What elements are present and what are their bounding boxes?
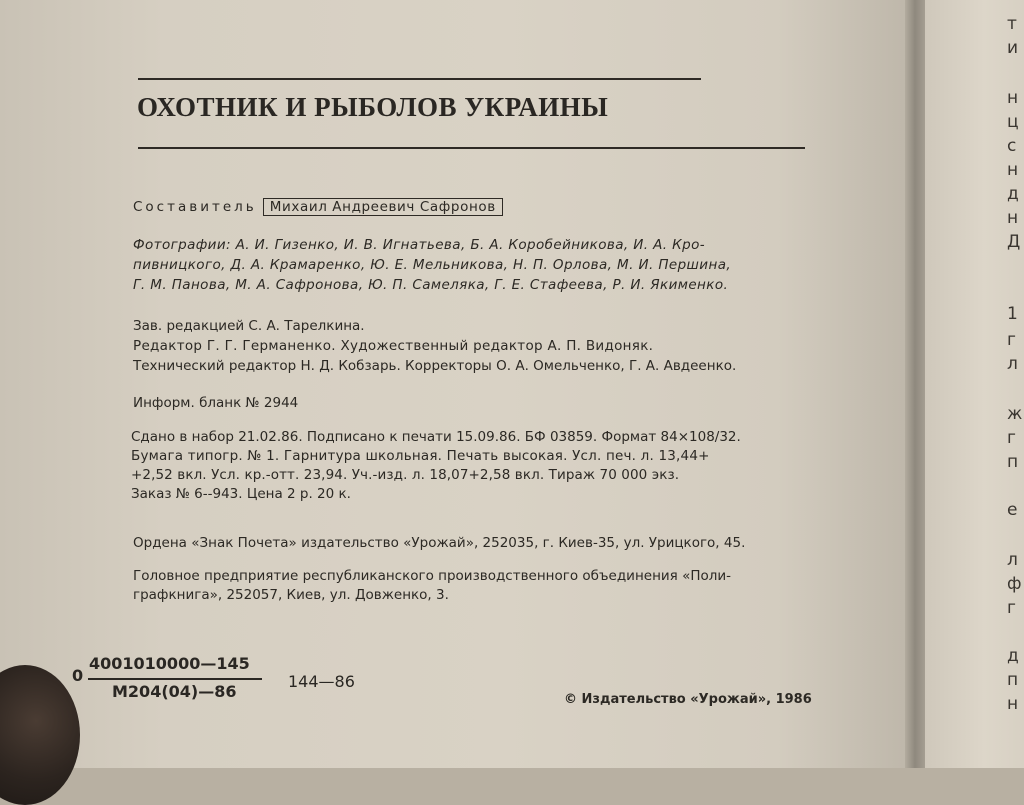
right-fragment: ж — [1007, 404, 1023, 424]
isbn-fraction-bar — [88, 678, 262, 680]
right-fragment: ф — [1007, 574, 1022, 594]
editors-line-2: Редактор Г. Г. Германенко. Художественный редактор А. П. Видоняк. — [133, 338, 654, 354]
book-title: ОХОТНИК И РЫБОЛОВ УКРАИНЫ — [137, 92, 609, 122]
isbn-prefix: 0 — [72, 666, 84, 685]
isbn-denominator: М204(04)—86 — [112, 682, 237, 701]
inform-blank: Информ. бланк № 2944 — [133, 395, 299, 411]
right-fragment: н — [1007, 208, 1019, 228]
right-fragment: п — [1007, 452, 1019, 472]
top-rule — [138, 78, 701, 80]
right-fragment: н — [1007, 88, 1019, 108]
right-fragment: 1 — [1007, 304, 1018, 324]
print-line-4: Заказ № 6--943. Цена 2 р. 20 к. — [131, 486, 351, 502]
right-fragment: т — [1007, 14, 1017, 34]
right-fragment: ц — [1007, 112, 1019, 132]
printer-line-1: Головное предприятие республиканского производственного объединения «Поли- — [133, 568, 732, 584]
photos-line-2: пивницкого, Д. А. Крамаренко, Ю. Е. Мельникова, Н. П. Орлова, М. И. Першина, — [133, 257, 732, 273]
photos-line-3: Г. М. Панова, М. А. Сафронова, Ю. П. Самеляка, Г. Е. Стафеева, Р. И. Якименко. — [133, 277, 729, 293]
right-fragment: п — [1007, 670, 1019, 690]
right-page — [925, 0, 1024, 768]
right-fragment: Д — [1007, 232, 1021, 252]
right-fragment: г — [1007, 598, 1016, 618]
right-fragment: г — [1007, 330, 1016, 350]
right-fragment: д — [1007, 646, 1019, 666]
editors-line-1: Зав. редакцией С. А. Тарелкина. — [133, 318, 365, 334]
right-fragment: с — [1007, 136, 1017, 156]
right-fragment: д — [1007, 184, 1019, 204]
right-fragment: и — [1007, 38, 1019, 58]
right-fragment: е — [1007, 500, 1018, 520]
print-line-1: Сдано в набор 21.02.86. Подписано к печати 15.09.86. БФ 03859. Формат 84×108/32. — [131, 429, 741, 445]
isbn-numerator: 4001010000—145 — [89, 654, 250, 673]
right-fragment: н — [1007, 694, 1019, 714]
book-gutter — [905, 0, 927, 768]
print-line-3: +2,52 вкл. Усл. кр.-отт. 23,94. Уч.-изд. л. 18,07+2,58 вкл. Тираж 70 000 экз. — [131, 467, 680, 483]
publisher-line: Ордена «Знак Почета» издательство «Урожай», 252035, г. Киев-35, ул. Урицкого, 45. — [133, 535, 746, 551]
right-fragment: л — [1007, 354, 1018, 374]
right-fragment: г — [1007, 428, 1016, 448]
compiler-label: Составитель — [133, 199, 257, 215]
right-fragment: л — [1007, 550, 1018, 570]
print-line-2: Бумага типогр. № 1. Гарнитура школьная. Печать высокая. Усл. печ. л. 13,44+ — [131, 448, 710, 464]
printer-line-2: графкнига», 252057, Киев, ул. Довженко, 3. — [133, 587, 449, 603]
compiler-line — [133, 199, 503, 215]
photos-line-1: Фотографии: А. И. Гизенко, И. В. Игнатьева, Б. А. Коробейникова, И. А. Кро- — [133, 237, 706, 253]
title-underline — [138, 147, 805, 149]
compiler-name: Михаил Андреевич Сафронов — [263, 198, 503, 216]
isbn-code: 144—86 — [288, 672, 355, 691]
right-fragment: н — [1007, 160, 1019, 180]
editors-line-3: Технический редактор Н. Д. Кобзарь. Корректоры О. А. Омельченко, Г. А. Авдеенко. — [133, 358, 737, 374]
copyright-line: © Издательство «Урожай», 1986 — [564, 692, 812, 707]
